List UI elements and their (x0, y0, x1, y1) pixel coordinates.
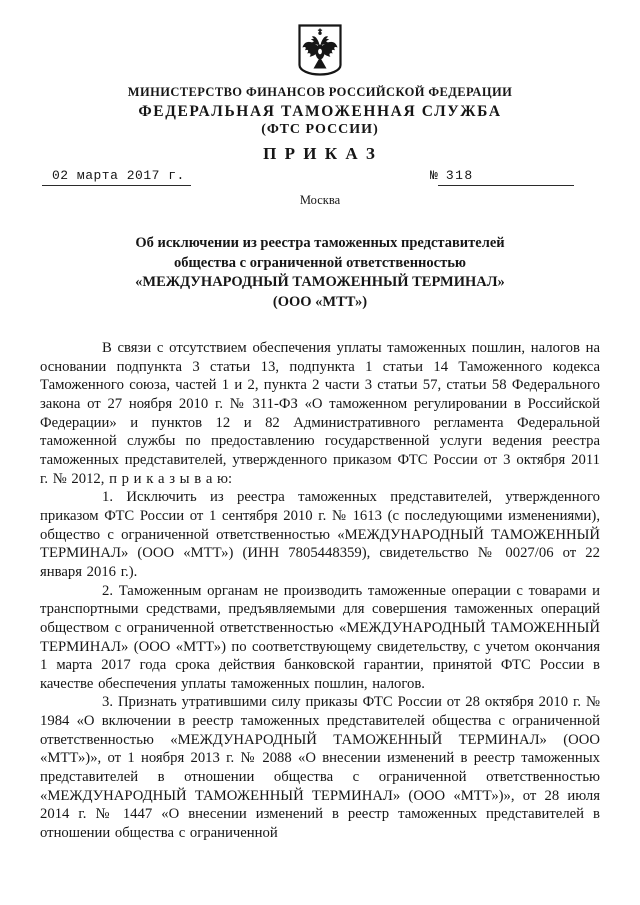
order-title-line: Об исключении из реестра таможенных представителей (135, 235, 505, 251)
order-body (40, 339, 600, 843)
order-title-line: (ООО «МТТ») (272, 293, 368, 310)
order-number-field (430, 168, 574, 186)
ministry-name: МИНИСТЕРСТВО ФИНАНСОВ РОССИЙСКОЙ ФЕДЕРАЦИИ (127, 85, 513, 99)
city-label: Москва (299, 193, 341, 207)
order-item-1: 1. Исключить из реестра таможенных представителей, утвержденного приказом ФТС России от 1 сентября 2010 г. № 1613 (с последующими изменениями), общество с ограниченной ответственностью «МЕЖДУНАРОДНЫЙ ТАМОЖЕННЫЙ ТЕРМИНАЛ» (ООО «МТТ») (ИНН 7805448359), свидетельство № 0027/06 от 22 января 2016 г.). (40, 489, 600, 580)
order-title-line: общества с ограниченной ответственностью (174, 254, 466, 271)
agency-name: ФЕДЕРАЛЬНАЯ ТАМОЖЕННАЯ СЛУЖБА (138, 103, 502, 120)
agency-short-name: (ФТС РОССИИ) (261, 122, 379, 137)
order-number-value: 318 (438, 168, 574, 186)
number-sign-label: № (430, 168, 438, 183)
order-title-line: «МЕЖДУНАРОДНЫЙ ТАМОЖЕННЫЙ ТЕРМИНАЛ» (135, 274, 505, 290)
document-type-heading: П Р И К А З (263, 144, 377, 163)
order-date: 02 марта 2017 г. (42, 168, 191, 186)
coat-of-arms-icon (298, 63, 342, 80)
order-item-2: 2. Таможенным органам не производить таможенные операции с товарами и транспортными средствами, предъявляемыми для совершения таможенных операций обществом с ограниченной ответственностью «МЕЖДУНАРОДНЫЙ ТАМОЖЕННЫЙ ТЕРМИНАЛ» (ООО «МТТ») по соответствующему свидетельству, с учетом окончания 1 марта 2017 года срока действия банковской гарантии, принятой ФТС России в качестве обеспечения уплаты таможенных пошлин, налогов. (40, 582, 600, 692)
date-number-row (0, 168, 640, 190)
order-item-3: 3. Признать утратившими силу приказы ФТС России от 28 октября 2010 г. № 1984 «О включении в реестр таможенных представителей общества с ограниченной ответственностью «МЕЖДУНАРОДНЫЙ ТАМОЖЕННЫЙ ТЕРМИНАЛ» (ООО «МТТ»)», от 1 ноября 2013 г. № 2088 «О внесении изменений в реестр таможенных представителей в отношении общества с ограниченной ответственностью «МЕЖДУНАРОДНЫЙ ТАМОЖЕННЫЙ ТЕРМИНАЛ» (ООО «МТТ»)», от 28 июля 2014 г. № 1447 «О внесении изменений в реестр таможенных представителей в отношении общества с ограниченной (40, 694, 600, 842)
preamble-paragraph: В связи с отсутствием обеспечения уплаты таможенных пошлин, налогов на основании подпункта 3 статьи 13, подпункта 1 статьи 14 Таможенного кодекса Таможенного союза, частей 1 и 2, пункта 2 части 3 статьи 57, статьи 58 Федерального закона от 27 ноября 2010 г. № 311-ФЗ «О таможенном регулировании в Российской Федерации» и пунктов 12 и 82 Административного регламента Федеральной таможенной службы по предоставлению государственной услуги ведения реестра таможенных представителей, утвержденного приказом ФТС России от 3 октября 2011 г. № 2012, п р и к а з ы в а ю: (40, 340, 600, 487)
emblem-container (0, 24, 640, 78)
order-title (0, 234, 640, 312)
